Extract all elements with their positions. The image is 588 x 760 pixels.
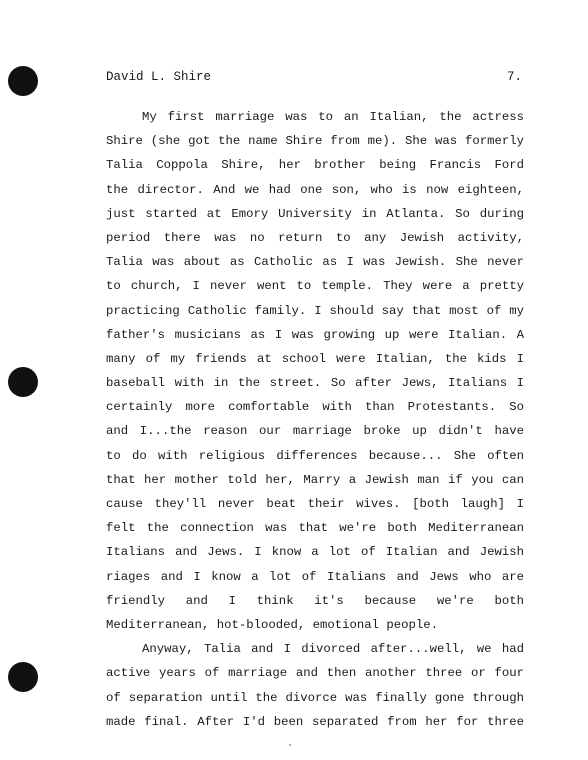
text-line: and I...the reason our marriage broke up didn't have <box>106 424 524 439</box>
binder-hole <box>8 367 38 397</box>
text-line: Mediterranean, hot-blooded, emotional people. <box>106 617 439 632</box>
text-line: Shire (she got the name Shire from me). She was formerly <box>106 134 524 149</box>
header-name: David L. Shire <box>106 70 212 84</box>
text-line: certainly more comfortable with than Protestants. So <box>106 400 524 415</box>
page-header <box>106 70 522 88</box>
text-line: My first marriage was to an Italian, the actress <box>142 110 524 124</box>
binder-hole <box>8 66 38 96</box>
text-line: baseball with in the street. So after Jews, Italians I <box>106 376 524 391</box>
text-line: to church, I never went to temple. They were a pretty <box>106 279 524 294</box>
text-line: friendly and I think it's because we're both <box>106 593 524 608</box>
text-line: Talia Coppola Shire, her brother being Francis Ford <box>106 158 524 173</box>
text-line: felt the connection was that we're both Mediterranean <box>106 521 524 536</box>
text-line: practicing Catholic family. I should say that most of my <box>106 303 524 318</box>
binder-hole <box>8 662 38 692</box>
text-line: of separation until the divorce was finally gone through <box>106 690 524 705</box>
transcript-body <box>106 105 524 734</box>
text-line: to do with religious differences because... She often <box>106 448 524 463</box>
text-line: period there was no return to any Jewish activity, <box>106 230 524 245</box>
text-line: Talia was about as Catholic as I was Jewish. She never <box>106 255 524 270</box>
text-line: Italians and Jews. I know a lot of Italian and Jewish <box>106 545 524 560</box>
text-line: made final. After I'd been separated from her for three <box>106 714 524 729</box>
text-line: riages and I know a lot of Italians and Jews who are <box>106 569 524 584</box>
text-line: that her mother told her, Marry a Jewish man if you can <box>106 472 524 487</box>
text-line: Anyway, Talia and I divorced after...well, we had <box>142 642 524 657</box>
page-number: 7. <box>506 70 522 84</box>
scan-speck <box>289 744 291 746</box>
text-line: active years of marriage and then another three or four <box>106 666 524 681</box>
text-line: many of my friends at school were Italian, the kids I <box>106 351 524 366</box>
text-line: the director. And we had one son, who is now eighteen, <box>106 182 524 197</box>
text-line: father's musicians as I was growing up were Italian. A <box>106 327 524 342</box>
text-line: just started at Emory University in Atlanta. So during <box>106 206 524 221</box>
text-line: cause they'll never beat their wives. [both laugh] I <box>106 497 524 511</box>
